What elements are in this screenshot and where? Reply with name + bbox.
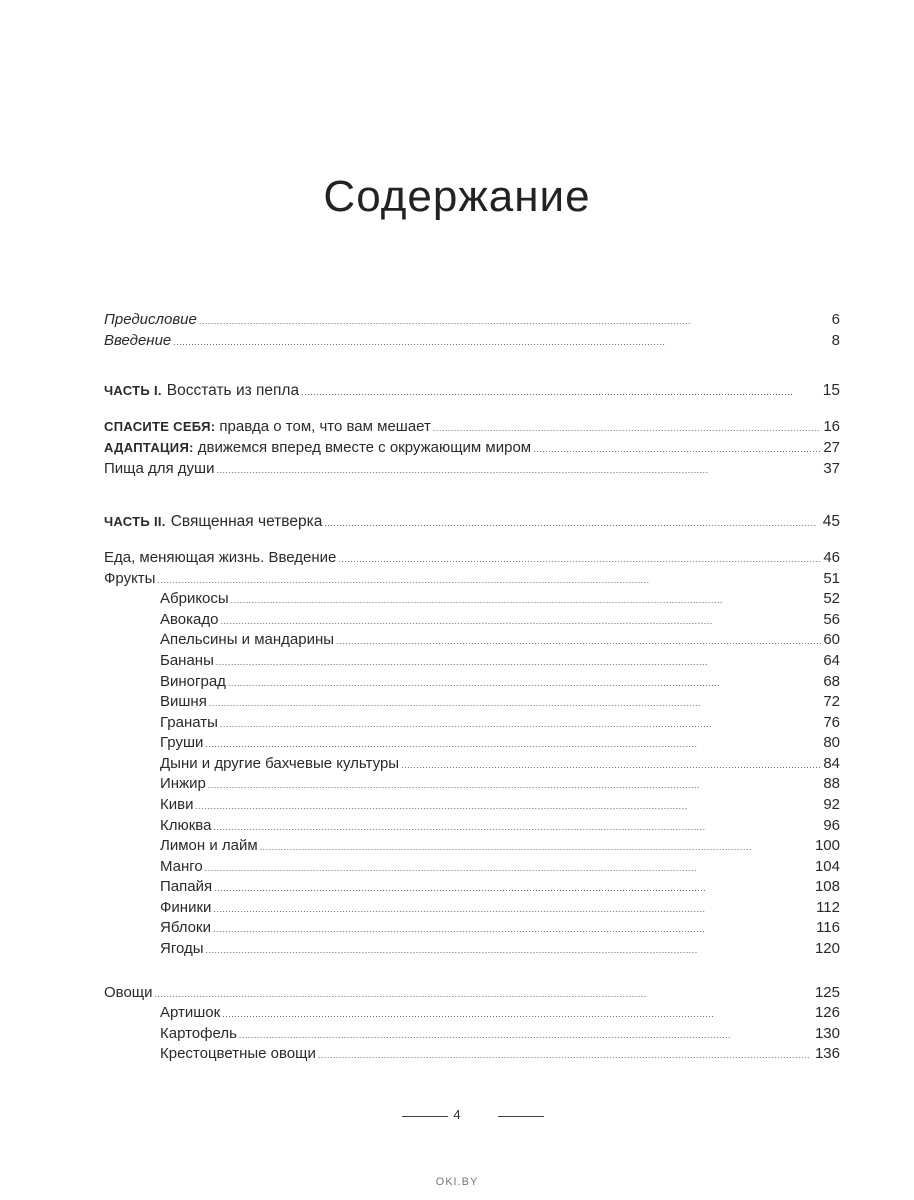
toc-entry-title: Папайя <box>160 878 213 895</box>
toc-entry-title: Восстать из пепла <box>166 382 300 399</box>
toc-page-number: 64 <box>823 652 840 669</box>
toc-entry-title: Артишок <box>160 1004 221 1021</box>
page-title: Содержание <box>323 172 591 221</box>
dot-leader <box>231 589 822 610</box>
toc-page-number: 126 <box>814 1004 840 1021</box>
dot-leader <box>222 1003 813 1024</box>
toc-entry-title: Предисловие <box>104 311 197 328</box>
dot-leader <box>228 672 821 693</box>
toc-section-label: СПАСИТЕ СЕБЯ: <box>104 419 216 434</box>
toc-page-number: 46 <box>823 549 840 566</box>
toc-entry-title: Апельсины и мандарины <box>160 631 335 648</box>
toc-entry-title: Еда, меняющая жизнь. Введение <box>104 549 337 566</box>
toc-entry-adaptation <box>104 438 840 458</box>
toc-entry-title: Яблоки <box>160 919 211 936</box>
dot-leader <box>324 512 820 533</box>
toc-entry-title: Финики <box>160 899 212 916</box>
dot-leader <box>213 816 821 837</box>
toc-page-number: 76 <box>823 714 840 731</box>
toc-subentry <box>160 589 840 609</box>
toc-page-number: 56 <box>823 611 840 628</box>
toc-page-number: 120 <box>814 940 840 957</box>
toc-entry-title: Фрукты <box>104 570 156 587</box>
toc-entry-title: Пища для души <box>104 460 215 477</box>
toc-page-number: 60 <box>823 631 840 648</box>
toc-entry-title: Введение <box>104 332 172 349</box>
footer-rule-right <box>498 1116 544 1117</box>
toc-entry-title: Лимон и лайм <box>160 837 258 854</box>
dot-leader <box>214 877 813 898</box>
toc-subentry <box>160 898 840 918</box>
toc-page-number: 100 <box>814 837 840 854</box>
toc-page-number: 136 <box>814 1045 840 1062</box>
dot-leader <box>401 754 821 775</box>
toc-subentry <box>160 795 840 815</box>
dot-leader <box>213 898 814 919</box>
toc-subentry <box>160 1024 840 1044</box>
dot-leader <box>205 733 821 754</box>
toc-entry-save-yourself <box>104 417 840 437</box>
toc-entry-title: Крестоцветные овощи <box>160 1045 316 1062</box>
toc-subentry <box>160 816 840 836</box>
toc-subentry <box>160 939 840 959</box>
toc-page-number: 96 <box>823 817 840 834</box>
toc-page-number: 27 <box>823 439 840 456</box>
toc-subentry <box>160 754 840 774</box>
toc-page-number: 92 <box>823 796 840 813</box>
dot-leader <box>216 459 821 480</box>
toc-subentry <box>160 630 840 650</box>
toc-subentry <box>160 692 840 712</box>
dot-leader <box>220 713 821 734</box>
toc-entry-title: Клюква <box>160 817 212 834</box>
toc-entry-fruits <box>104 569 840 589</box>
toc-entry-life-changing-food <box>104 548 840 568</box>
dot-leader <box>208 774 821 795</box>
toc-entry-title: правда о том, что вам мешает <box>219 418 431 435</box>
toc-page-number: 15 <box>822 382 840 399</box>
toc-entry-title: Ягоды <box>160 940 204 957</box>
dot-leader <box>173 331 829 352</box>
toc-subentry <box>160 672 840 692</box>
toc-entry-title: Дыни и другие бахчевые культуры <box>160 755 400 772</box>
dot-leader <box>209 692 821 713</box>
toc-entry-title: Инжир <box>160 775 206 792</box>
dot-leader <box>195 795 821 816</box>
toc-page-number: 116 <box>816 919 840 936</box>
toc-page-number: 16 <box>823 418 840 435</box>
dot-leader <box>318 1044 813 1065</box>
toc-page-number: 84 <box>823 755 840 772</box>
dot-leader <box>205 857 813 878</box>
toc-part-label: ЧАСТЬ I. <box>104 383 162 398</box>
toc-page-number: 37 <box>823 460 840 477</box>
dot-leader <box>239 1024 813 1045</box>
toc-entry-part-2 <box>104 512 840 532</box>
toc-section-label: АДАПТАЦИЯ: <box>104 440 194 455</box>
toc-subentry <box>160 774 840 794</box>
toc-subentry <box>160 836 840 856</box>
toc-entry-title: Священная четверка <box>170 513 323 530</box>
watermark: OKI.BY <box>435 1176 479 1188</box>
toc-entry-title: движемся вперед вместе с окружающим миром <box>197 439 532 456</box>
toc-entry-title: Вишня <box>160 693 207 710</box>
dot-leader <box>336 630 821 651</box>
toc-entry-preface <box>104 310 840 330</box>
toc-page-number: 125 <box>814 984 840 1001</box>
toc-subentry <box>160 1044 840 1064</box>
toc-page-number: 130 <box>814 1025 840 1042</box>
toc-entry-title: Картофель <box>160 1025 237 1042</box>
dot-leader <box>199 310 830 331</box>
dot-leader <box>213 918 814 939</box>
toc-subentry <box>160 651 840 671</box>
toc-entry-title: Абрикосы <box>160 590 229 607</box>
toc-page-number: 104 <box>814 858 840 875</box>
dot-leader <box>533 438 821 459</box>
toc-entry-title: Авокадо <box>160 611 219 628</box>
toc-subentry <box>160 733 840 753</box>
toc-page-number: 80 <box>823 734 840 751</box>
dot-leader <box>433 417 821 438</box>
toc-entry-title: Гранаты <box>160 714 218 731</box>
dot-leader <box>260 836 813 857</box>
toc-page-number: 112 <box>816 899 840 916</box>
toc-entry-soul-food <box>104 459 840 479</box>
toc-subentry <box>160 713 840 733</box>
dot-leader <box>301 381 821 402</box>
dot-leader <box>155 983 813 1004</box>
toc-page-number: 51 <box>823 570 840 587</box>
toc-subentry <box>160 1003 840 1023</box>
toc-entry-title: Виноград <box>160 673 226 690</box>
toc-entry-part-1 <box>104 381 840 401</box>
page-number: 4 <box>453 1107 461 1122</box>
toc-page-number: 52 <box>823 590 840 607</box>
toc-entry-introduction <box>104 331 840 351</box>
dot-leader <box>220 610 821 631</box>
toc-page-number: 45 <box>822 513 840 530</box>
toc-page-number: 72 <box>823 693 840 710</box>
toc-page-number: 8 <box>831 332 840 349</box>
toc-entry-vegetables <box>104 983 840 1003</box>
toc-page-number: 88 <box>823 775 840 792</box>
dot-leader <box>206 939 813 960</box>
toc-page-number: 6 <box>831 311 840 328</box>
dot-leader <box>216 651 821 672</box>
toc-page-number: 68 <box>823 673 840 690</box>
toc-entry-title: Киви <box>160 796 194 813</box>
toc-entry-title: Груши <box>160 734 204 751</box>
toc-part-label: ЧАСТЬ II. <box>104 514 166 529</box>
toc-page-number: 108 <box>814 878 840 895</box>
dot-leader <box>157 569 821 590</box>
toc-entry-title: Манго <box>160 858 203 875</box>
toc-subentry <box>160 877 840 897</box>
toc-entry-title: Бананы <box>160 652 214 669</box>
toc-subentry <box>160 610 840 630</box>
toc-subentry <box>160 918 840 938</box>
dot-leader <box>338 548 821 569</box>
toc-entry-title: Овощи <box>104 984 153 1001</box>
toc-subentry <box>160 857 840 877</box>
